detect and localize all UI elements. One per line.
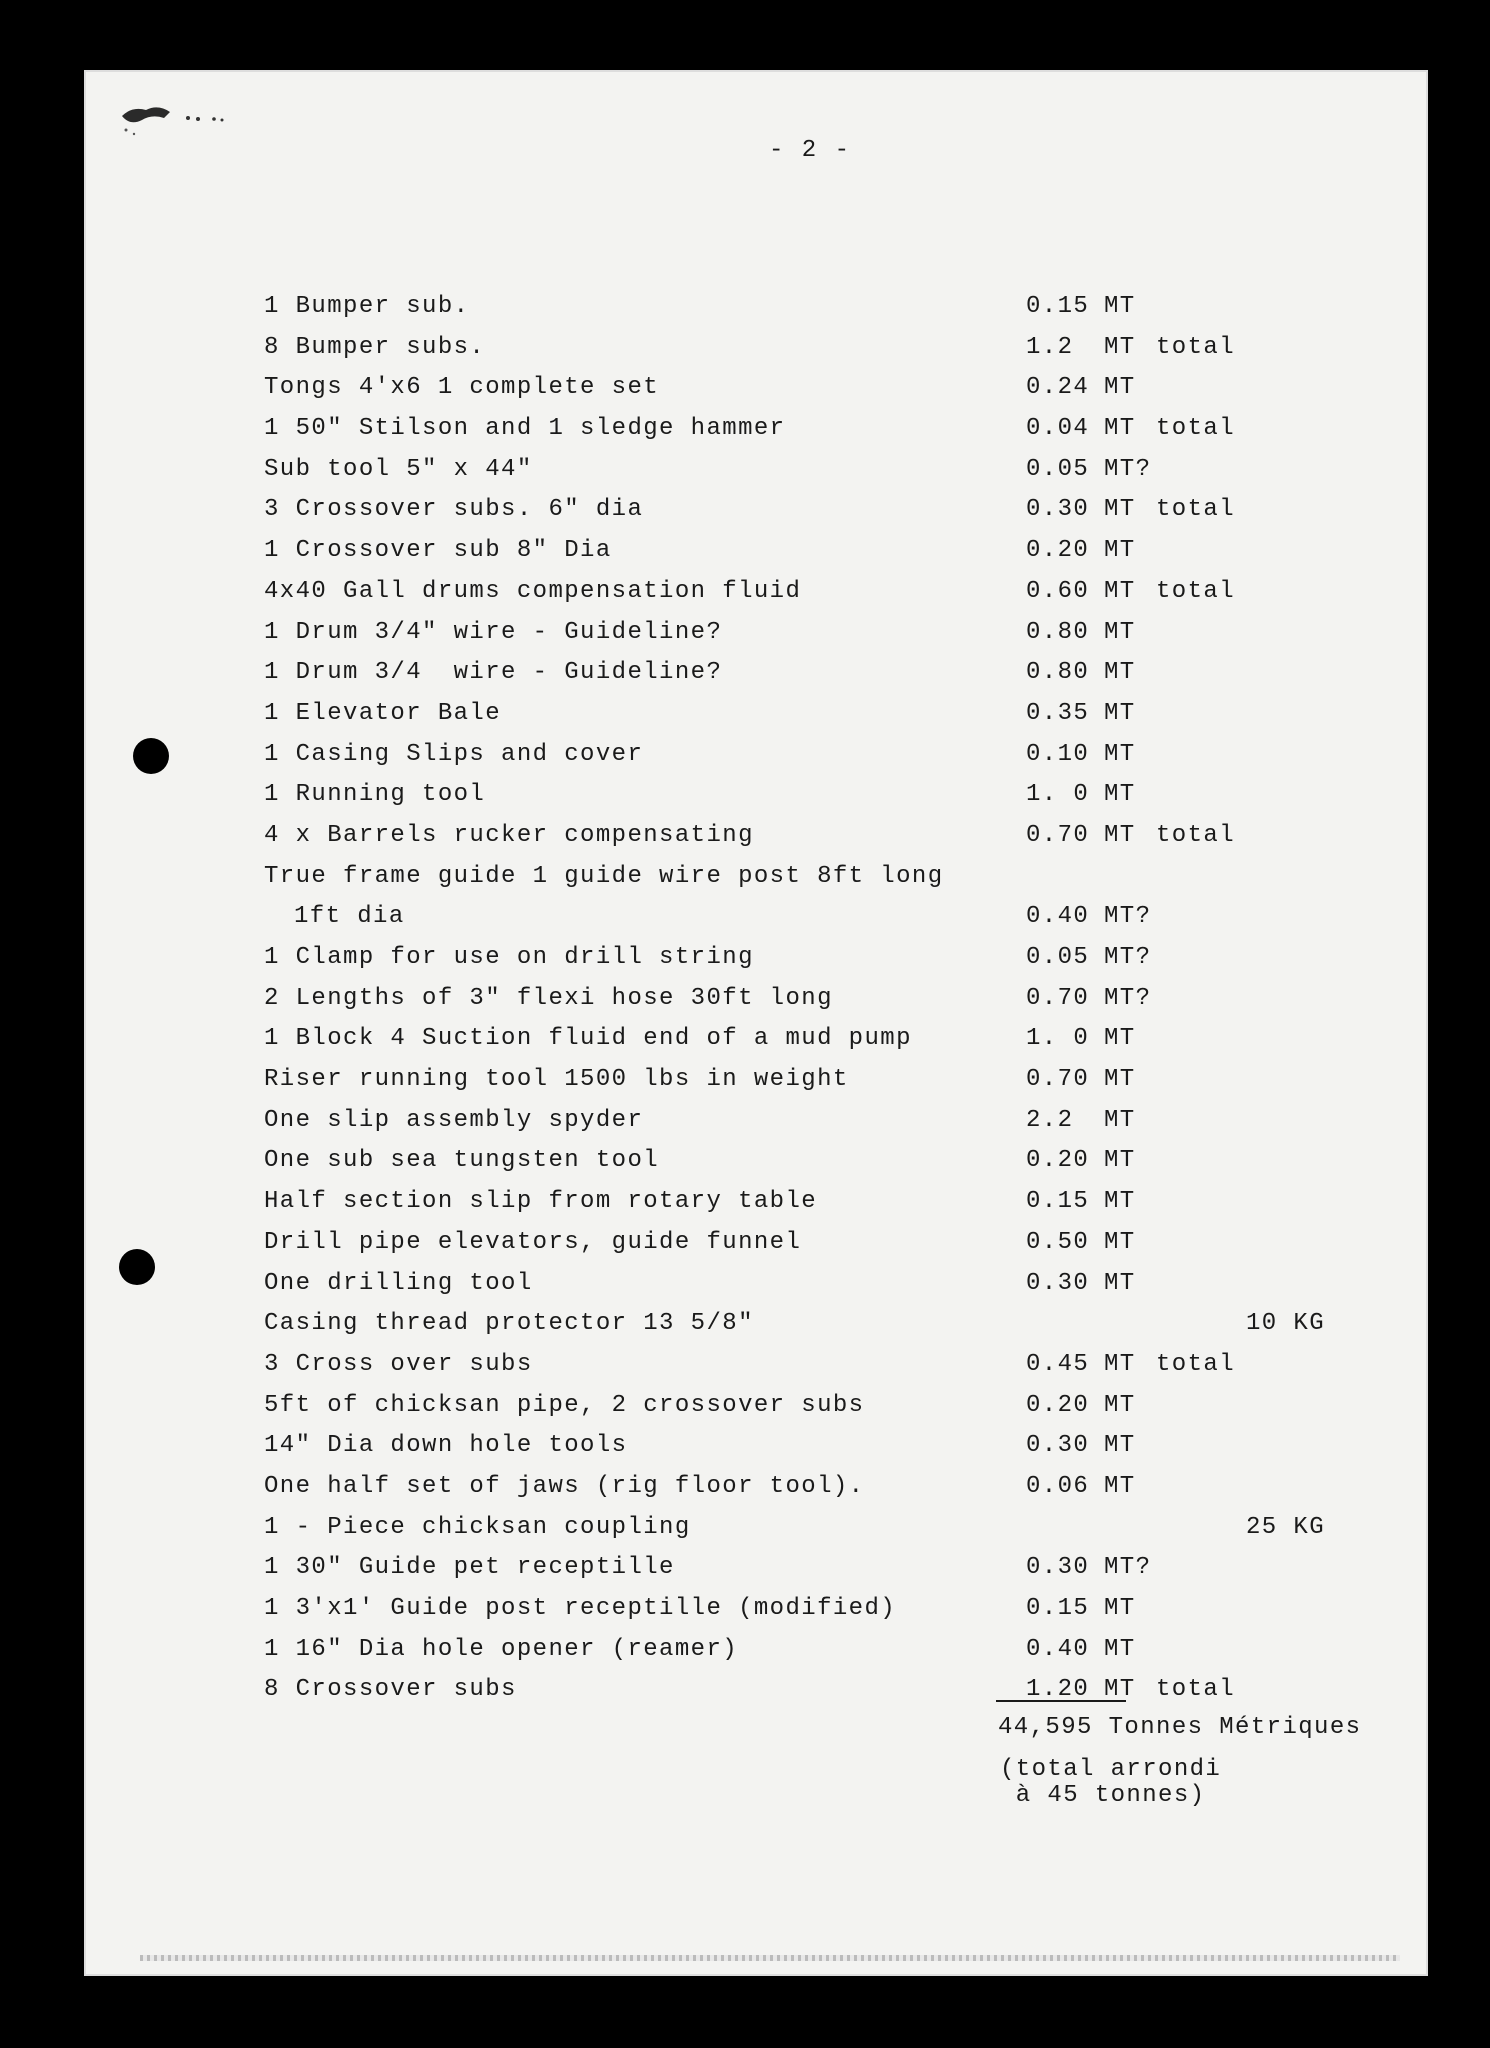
list-item xyxy=(0,944,1490,985)
item-description: 1 Drum 3/4" wire - Guideline? xyxy=(264,618,723,646)
list-item xyxy=(0,334,1490,375)
item-description: 5ft of chicksan pipe, 2 crossover subs xyxy=(264,1391,865,1419)
item-weight: 0.06 xyxy=(1026,1472,1090,1500)
item-description: One half set of jaws (rig floor tool). xyxy=(264,1472,865,1500)
stain-mark xyxy=(118,102,228,138)
item-description: 1ft dia xyxy=(294,903,405,931)
item-weight: 2.2 xyxy=(1026,1106,1074,1134)
item-weight: 0.70 xyxy=(1026,1066,1090,1094)
item-weight: 0.30 xyxy=(1026,496,1090,524)
list-item xyxy=(0,781,1490,822)
item-weight: 0.35 xyxy=(1026,699,1090,727)
list-item xyxy=(0,619,1490,660)
item-description: 1 Bumper sub. xyxy=(264,293,470,320)
list-item xyxy=(0,1147,1490,1188)
list-item xyxy=(0,1432,1490,1473)
list-item xyxy=(0,578,1490,619)
list-item xyxy=(0,741,1490,782)
list-item xyxy=(0,415,1490,456)
item-description: 4 x Barrels rucker compensating xyxy=(264,821,754,849)
equipment-list xyxy=(0,293,1490,1717)
item-unit: MT xyxy=(1104,496,1136,524)
item-unit: MT xyxy=(1104,699,1136,727)
item-unit: MT xyxy=(1104,1066,1136,1094)
item-weight: 0.15 xyxy=(1026,1188,1090,1216)
list-item xyxy=(0,1188,1490,1229)
item-unit: MT? xyxy=(1104,1554,1152,1582)
list-item xyxy=(0,1229,1490,1270)
item-weight: 0.04 xyxy=(1026,415,1090,443)
item-description: 1 Block 4 Suction fluid end of a mud pump xyxy=(264,1025,912,1053)
list-item xyxy=(0,985,1490,1026)
item-weight: 0.24 xyxy=(1026,374,1090,402)
item-description: One slip assembly spyder xyxy=(264,1106,644,1134)
list-item xyxy=(0,1351,1490,1392)
item-description: One sub sea tungsten tool xyxy=(264,1147,660,1175)
item-weight: 0.20 xyxy=(1026,537,1090,565)
item-unit: MT xyxy=(1104,1188,1136,1216)
item-unit: MT xyxy=(1104,415,1136,443)
item-description: 3 Crossover subs. 6" dia xyxy=(264,496,644,524)
item-description: 3 Cross over subs xyxy=(264,1350,533,1378)
item-description: 1 Clamp for use on drill string xyxy=(264,944,754,971)
item-unit: MT xyxy=(1104,1676,1136,1704)
item-weight: 0.20 xyxy=(1026,1147,1090,1175)
item-weight: 0.20 xyxy=(1026,1391,1090,1419)
item-description: 1 Casing Slips and cover xyxy=(264,740,644,768)
item-weight: 0.15 xyxy=(1026,293,1090,320)
item-total-note: total xyxy=(1156,821,1236,849)
item-description: Half section slip from rotary table xyxy=(264,1188,818,1216)
item-description: 2 Lengths of 3" flexi hose 30ft long xyxy=(264,984,833,1012)
list-item xyxy=(0,1676,1490,1717)
item-weight: 1.20 xyxy=(1026,1676,1090,1704)
item-description: 8 Crossover subs xyxy=(264,1676,517,1704)
item-weight: 1. 0 xyxy=(1026,1025,1090,1053)
item-total-note: total xyxy=(1156,415,1236,443)
list-item xyxy=(0,1392,1490,1433)
item-unit: MT xyxy=(1104,1391,1136,1419)
item-weight: 0.80 xyxy=(1026,659,1090,687)
item-weight: 1. 0 xyxy=(1026,781,1090,809)
item-unit: MT xyxy=(1104,1106,1136,1134)
list-item xyxy=(0,822,1490,863)
item-description: Sub tool 5" x 44" xyxy=(264,455,533,483)
item-weight: 0.45 xyxy=(1026,1350,1090,1378)
item-description: Casing thread protector 13 5/8" xyxy=(264,1310,754,1338)
item-unit: MT xyxy=(1104,537,1136,565)
item-total-note: total xyxy=(1156,1676,1236,1704)
item-description: Riser running tool 1500 lbs in weight xyxy=(264,1066,849,1094)
item-unit: MT xyxy=(1104,740,1136,768)
item-description: One drilling tool xyxy=(264,1269,533,1297)
item-weight: 0.15 xyxy=(1026,1595,1090,1622)
item-unit: MT xyxy=(1104,1147,1136,1175)
list-item xyxy=(0,1066,1490,1107)
item-description: 1 Elevator Bale xyxy=(264,699,502,727)
scan-edge xyxy=(140,1955,1400,1961)
list-item xyxy=(0,293,1490,334)
item-unit: MT xyxy=(1104,1432,1136,1460)
item-weight: 0.70 xyxy=(1026,984,1090,1012)
list-item xyxy=(0,496,1490,537)
list-item xyxy=(0,1554,1490,1595)
item-description: 1 30" Guide pet receptille xyxy=(264,1554,675,1582)
item-weight: 0.30 xyxy=(1026,1554,1090,1582)
item-weight: 0.40 xyxy=(1026,903,1090,931)
list-item xyxy=(0,1636,1490,1677)
item-description: 1 Crossover sub 8" Dia xyxy=(264,537,612,565)
grand-total: 44,595 Tonnes Métriques xyxy=(998,1714,1362,1741)
sum-underline xyxy=(996,1700,1126,1702)
item-unit: MT xyxy=(1104,659,1136,687)
rounded-total-line-1: (total arrondi xyxy=(1000,1756,1222,1783)
item-unit: MT xyxy=(1104,821,1136,849)
item-kg-weight: 25 KG xyxy=(1246,1513,1326,1541)
item-unit: MT xyxy=(1104,781,1136,809)
item-weight: 0.05 xyxy=(1026,455,1090,483)
item-unit: MT xyxy=(1104,1228,1136,1256)
item-description: 14" Dia down hole tools xyxy=(264,1432,628,1460)
list-item xyxy=(0,537,1490,578)
item-description: True frame guide 1 guide wire post 8ft long xyxy=(264,862,944,890)
item-unit: MT? xyxy=(1104,944,1152,971)
item-weight: 0.40 xyxy=(1026,1635,1090,1663)
item-weight: 0.10 xyxy=(1026,740,1090,768)
item-unit: MT xyxy=(1104,1350,1136,1378)
item-unit: MT? xyxy=(1104,455,1152,483)
list-item xyxy=(0,1107,1490,1148)
item-kg-weight: 10 KG xyxy=(1246,1310,1326,1338)
item-description: 1 3'x1' Guide post receptille (modified) xyxy=(264,1595,897,1622)
item-unit: MT xyxy=(1104,333,1136,361)
item-unit: MT xyxy=(1104,1472,1136,1500)
item-weight: 0.60 xyxy=(1026,577,1090,605)
item-unit: MT? xyxy=(1104,984,1152,1012)
item-unit: MT xyxy=(1104,1635,1136,1663)
rounded-total-line-2: à 45 tonnes) xyxy=(1000,1782,1206,1809)
item-unit: MT xyxy=(1104,1025,1136,1053)
item-weight: 0.05 xyxy=(1026,944,1090,971)
item-unit: MT xyxy=(1104,1269,1136,1297)
item-description: Tongs 4'x6 1 complete set xyxy=(264,374,660,402)
list-item xyxy=(0,659,1490,700)
item-weight: 0.80 xyxy=(1026,618,1090,646)
list-item xyxy=(0,1473,1490,1514)
item-weight: 0.70 xyxy=(1026,821,1090,849)
item-description: Drill pipe elevators, guide funnel xyxy=(264,1228,802,1256)
item-unit: MT xyxy=(1104,293,1136,320)
list-item xyxy=(0,1270,1490,1311)
list-item xyxy=(0,456,1490,497)
list-item xyxy=(0,1025,1490,1066)
list-item xyxy=(0,700,1490,741)
page-number: - 2 - xyxy=(768,137,851,164)
item-unit: MT xyxy=(1104,374,1136,402)
list-item xyxy=(0,903,1490,944)
item-description: 1 - Piece chicksan coupling xyxy=(264,1513,691,1541)
item-total-note: total xyxy=(1156,496,1236,524)
list-item xyxy=(0,1310,1490,1351)
item-description: 1 Drum 3/4 wire - Guideline? xyxy=(264,659,723,687)
item-unit: MT? xyxy=(1104,903,1152,931)
item-weight: 0.50 xyxy=(1026,1228,1090,1256)
item-description: 1 16" Dia hole opener (reamer) xyxy=(264,1635,739,1663)
item-description: 1 Running tool xyxy=(264,781,486,809)
list-item xyxy=(0,1595,1490,1636)
item-total-note: total xyxy=(1156,333,1236,361)
list-item xyxy=(0,1514,1490,1555)
item-unit: MT xyxy=(1104,1595,1136,1622)
item-weight: 0.30 xyxy=(1026,1432,1090,1460)
item-unit: MT xyxy=(1104,577,1136,605)
item-description: 4x40 Gall drums compensation fluid xyxy=(264,577,802,605)
item-weight: 0.30 xyxy=(1026,1269,1090,1297)
list-item xyxy=(0,374,1490,415)
item-description: 8 Bumper subs. xyxy=(264,333,486,361)
item-unit: MT xyxy=(1104,618,1136,646)
list-item xyxy=(0,863,1490,904)
item-description: 1 50" Stilson and 1 sledge hammer xyxy=(264,415,786,443)
item-weight: 1.2 xyxy=(1026,333,1074,361)
item-total-note: total xyxy=(1156,1350,1236,1378)
item-total-note: total xyxy=(1156,577,1236,605)
